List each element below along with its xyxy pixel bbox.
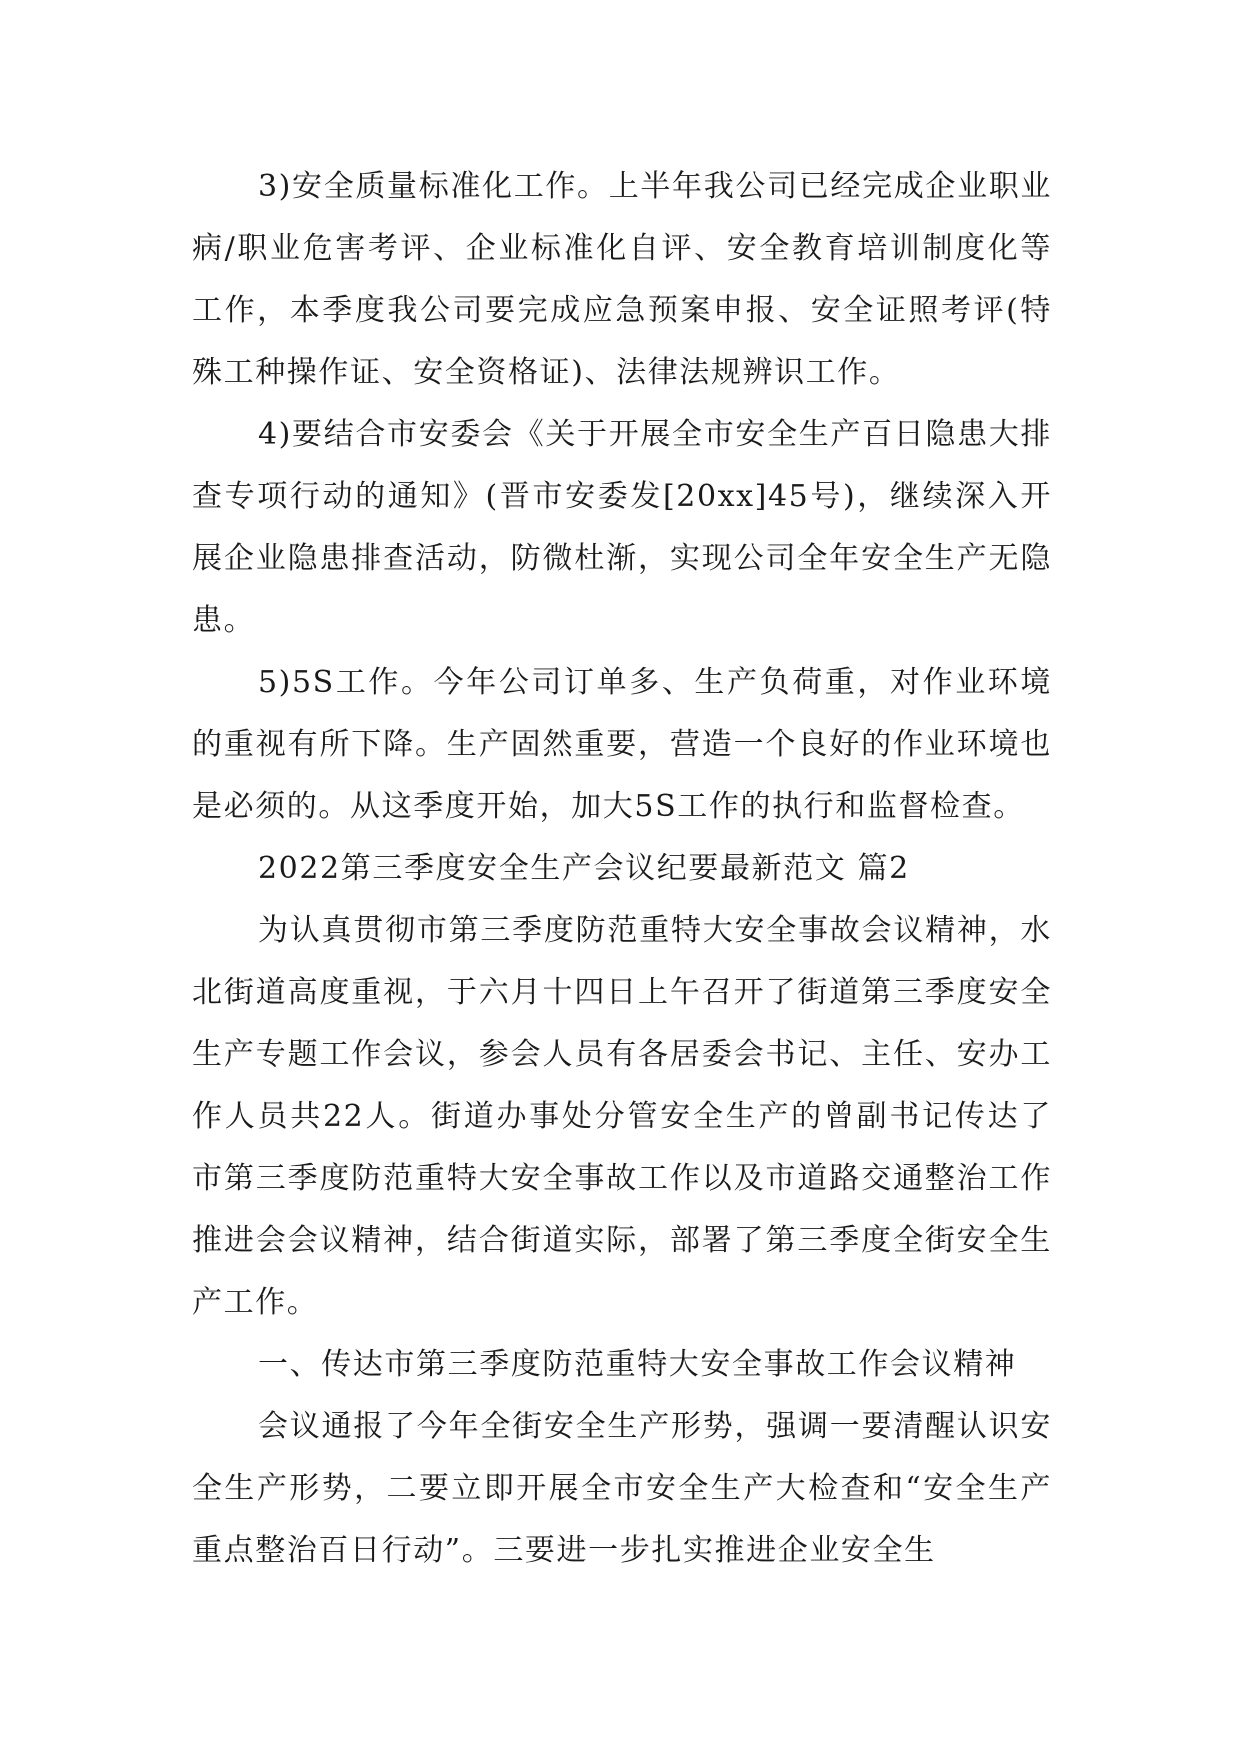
paragraph-hidden-danger-inspection: 4)要结合市安委会《关于开展全市安全生产百日隐患大排查专项行动的通知》(晋市安委发[20xx]45号)，继续深入开展企业隐患排查活动，防微杜渐，实现公司全年安全生产无隐患。	[192, 417, 1052, 638]
paragraph-meeting-report: 会议通报了今年全街安全生产形势，强调一要清醒认识安全生产形势，二要立即开展全市安全生产大检查和“安全生产重点整治百日行动”。三要进一步扎实推进企业安全生	[192, 1409, 1052, 1568]
paragraph-meeting-summary: 为认真贯彻市第三季度防范重特大安全事故会议精神，水北街道高度重视，于六月十四日上午召开了街道第三季度安全生产专题工作会议，参会人员有各居委会书记、主任、安办工作人员共22人。街道办事处分管安全生产的曾副书记传达了市第三季度防范重特大安全事故工作以及市道路交通整治工作推进会会议精神，结合街道实际，部署了第三季度全街安全生产工作。	[192, 913, 1052, 1320]
section-title-article-2: 2022第三季度安全生产会议纪要最新范文 篇2	[258, 851, 910, 886]
paragraph-5s-work: 5)5S工作。今年公司订单多、生产负荷重，对作业环境的重视有所下降。生产固然重要，营造一个良好的作业环境也是必须的。从这季度开始，加大5S工作的执行和监督检查。	[192, 665, 1052, 824]
section-heading-one: 一、传达市第三季度防范重特大安全事故工作会议精神	[258, 1347, 1017, 1382]
paragraph-safety-quality-standardization: 3)安全质量标准化工作。上半年我公司已经完成企业职业病/职业危害考评、企业标准化自评、安全教育培训制度化等工作，本季度我公司要完成应急预案申报、安全证照考评(特殊工种操作证、安全资格证)、法律法规辨识工作。	[192, 169, 1052, 390]
document-body	[192, 156, 1052, 1582]
